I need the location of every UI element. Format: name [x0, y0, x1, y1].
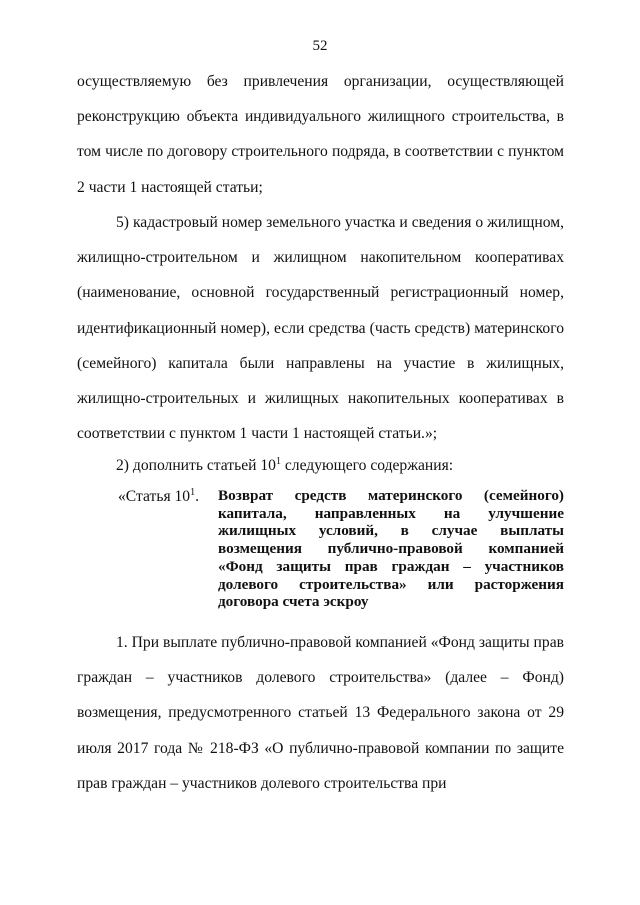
article-label-text: «Статья 10 — [118, 488, 191, 505]
article-title: Возврат средств материнского (семейного) капитала, направленных на улучшение жилищных условий, в случае выплаты возмещения публично-правовой компанией «Фонд защиты прав граждан – участников долевого строительства» или расторжения договора счета эскроу — [218, 487, 564, 611]
paragraph-text-part: 2) дополнить статьей 10 — [116, 457, 276, 474]
article-label-suffix: . — [195, 488, 200, 505]
paragraph-text: осуществляемую без привлечения организации, осуществляющей реконструкцию объекта индивидуального жилищного строительства, в том числе по договору строительного подряда, в соответствии с пунктом 2 части 1 настоящей статьи; — [77, 73, 564, 196]
paragraph-text: 5) кадастровый номер земельного участка и сведения о жилищном, жилищно-строительном и жилищном накопительном кооперативах (наименование, основной государственный регистрационный номер, идентификационный номер), если средства (часть средств) материнского (семейного) капитала были направлены на участие в жилищных, жилищно-строительных и жилищных накопительных кооперативах в соответствии с пунктом 1 части 1 настоящей статьи.»; — [77, 214, 564, 443]
article-label — [118, 487, 199, 506]
page-number: 52 — [312, 38, 328, 54]
paragraph-continuation — [77, 64, 564, 205]
paragraph-text-part: следующего содержания: — [280, 457, 454, 474]
paragraph-text — [77, 448, 564, 483]
superscript: 1 — [275, 456, 281, 467]
superscript: 1 — [190, 487, 196, 498]
paragraph-item-5 — [77, 205, 564, 451]
paragraph-item-2 — [77, 448, 564, 483]
paragraph-text: 1. При выплате публично-правовой компанией «Фонд защиты прав граждан – участников долевого строительства» (далее – Фонд) возмещения, предусмотренного статьей 13 Федерального закона от 29 июля 2017 года № 218-ФЗ «О публично-правовой компании по защите прав граждан – участников долевого строительства при — [77, 634, 564, 792]
paragraph-point-1 — [77, 625, 564, 801]
